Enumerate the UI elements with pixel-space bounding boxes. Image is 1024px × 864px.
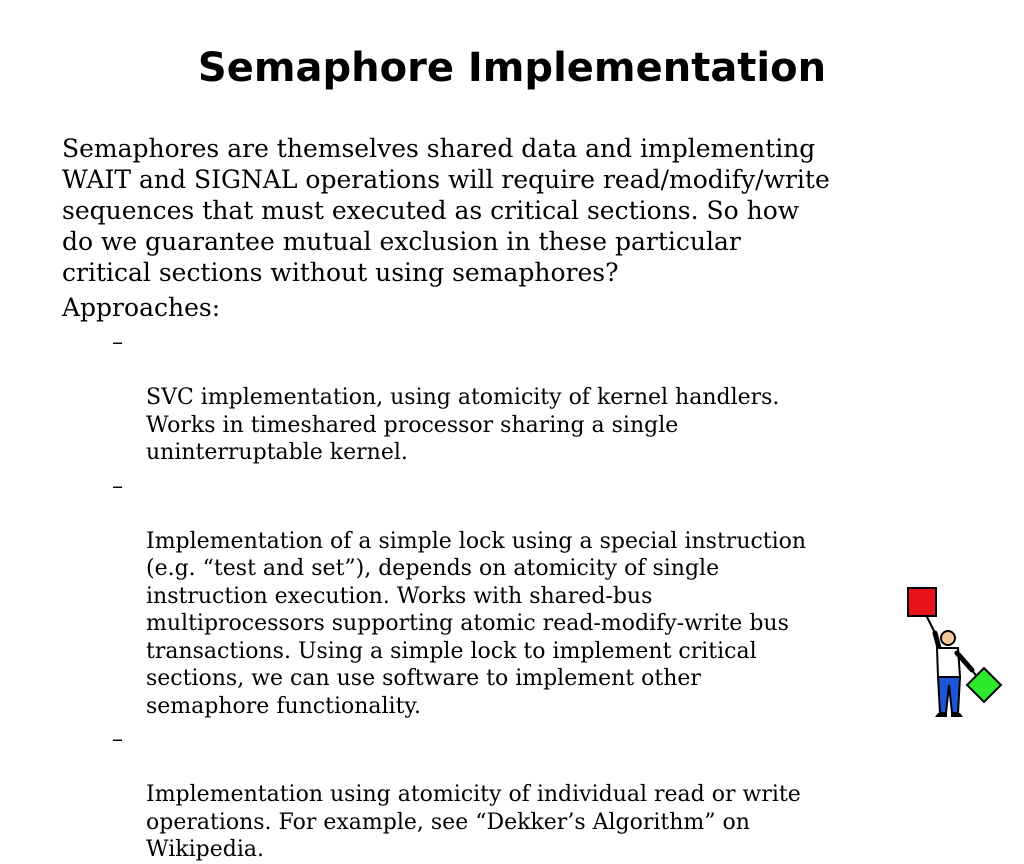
legs-icon	[938, 677, 960, 713]
list-item	[62, 329, 912, 467]
red-flag-icon	[908, 588, 936, 616]
slide-body	[62, 133, 912, 864]
intro-paragraph: Semaphores are themselves shared data and implementing WAIT and SIGNAL operations will require read/modify/write sequences that must executed as critical sections. So how do we guarantee mutual exclusion in these particular critical sections without using semaphores?	[62, 134, 830, 287]
bullet-text: Implementation of a simple lock using a special instruction (e.g. “test and set”), depends on atomicity of single instruction execution. Works with shared-bus multiprocessors supporting atomic read-modify-write bus transactions. Using a simple lock to implement critical sections, we can use software to implement other semaphore functionality.	[146, 528, 807, 719]
bullet-dash: –	[112, 473, 123, 499]
bullet-dash: –	[112, 330, 123, 355]
slide-title: Semaphore Implementation	[197, 45, 827, 91]
bullet-text: SVC implementation, using atomicity of kernel handlers. Works in timeshared processor sharing a single uninterruptable kernel.	[146, 385, 780, 465]
list-item	[62, 726, 912, 864]
head-icon	[941, 631, 955, 645]
approaches-list	[62, 329, 912, 864]
list-item	[62, 473, 912, 721]
bullet-dash: –	[112, 727, 123, 752]
approaches-label: Approaches:	[62, 293, 221, 322]
green-flag-icon	[967, 668, 1001, 702]
bullet-text: Implementation using atomicity of individual read or write operations. For example, see “Dekker’s Algorithm” on Wikipedia.	[146, 782, 801, 862]
semaphore-signaler-icon	[900, 585, 1010, 725]
